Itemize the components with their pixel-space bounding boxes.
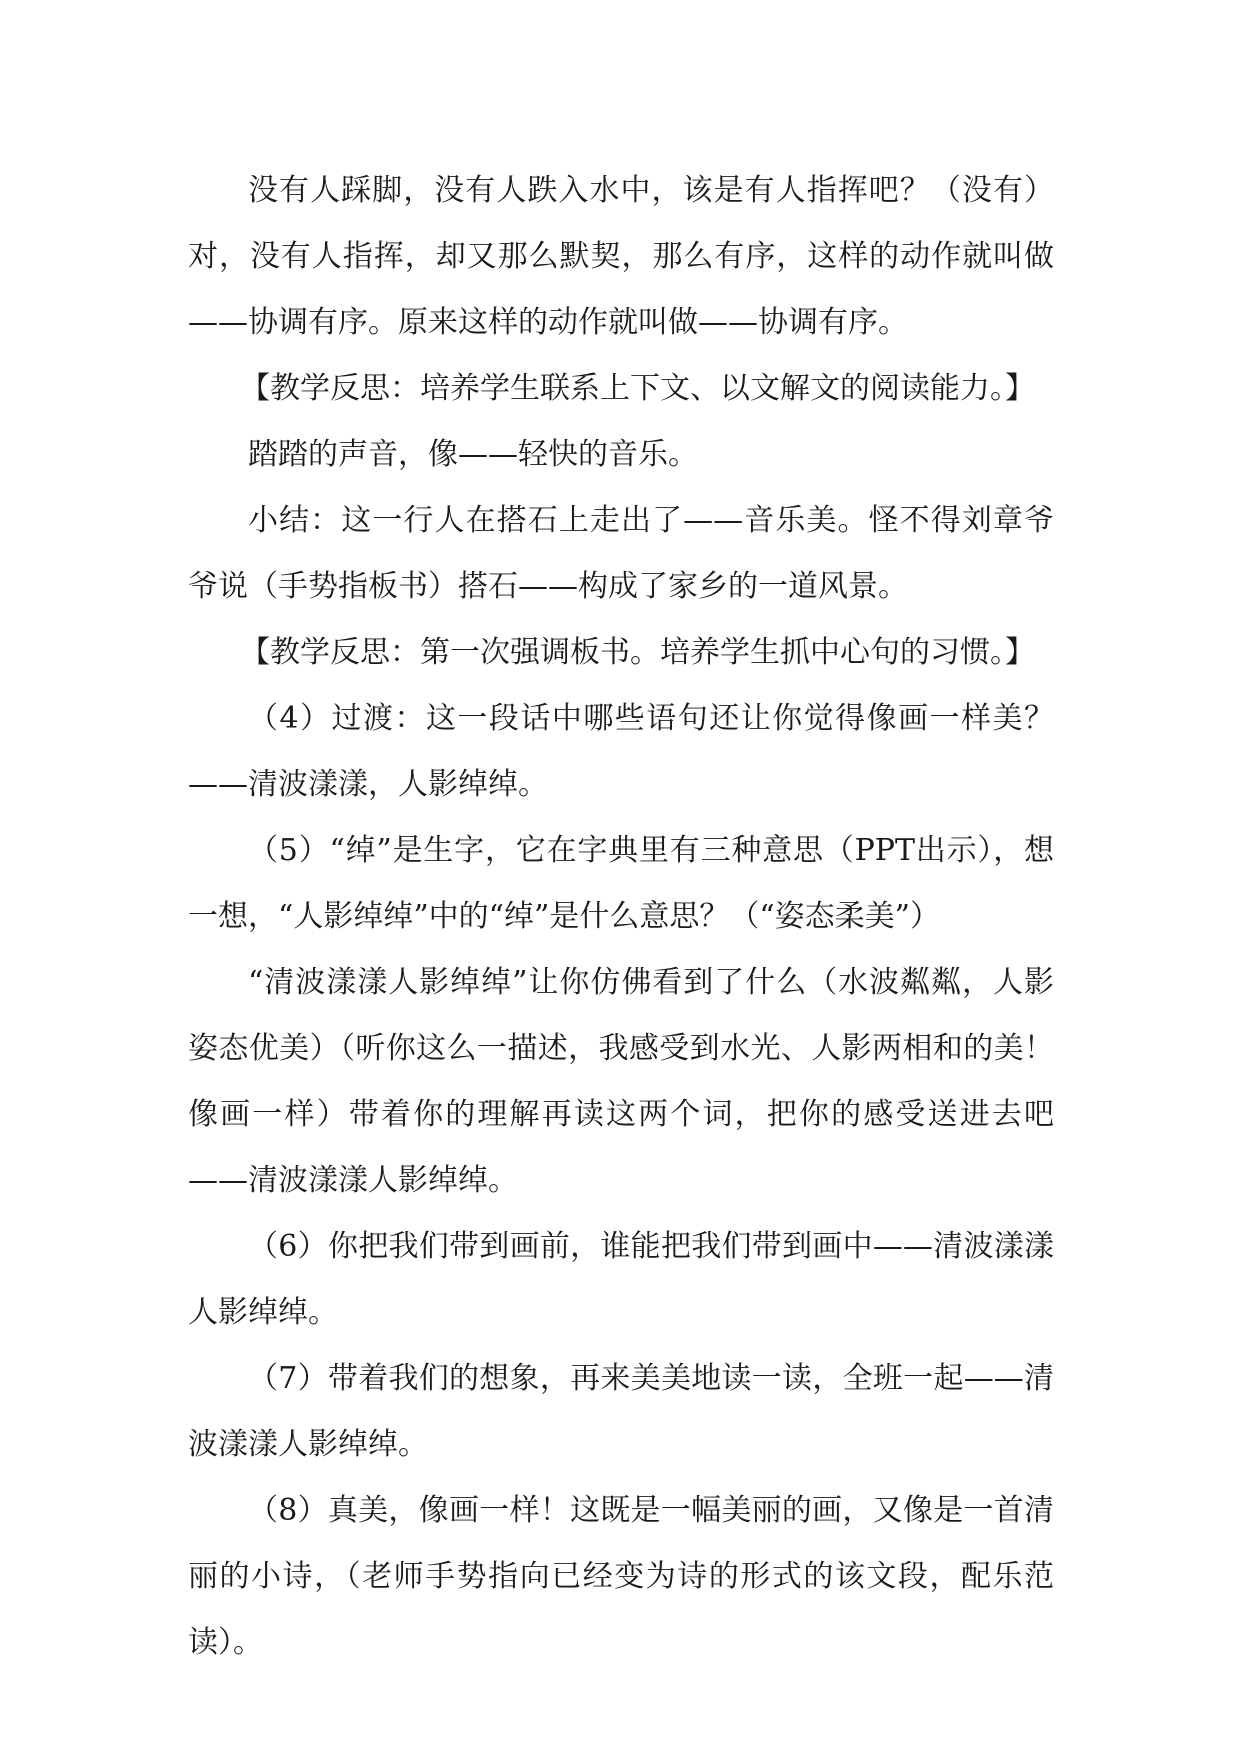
paragraph-imagery: “清波漾漾人影绰绰”让你仿佛看到了什么（水波粼粼，人影姿态优美）（听你这么一描述，我感受到水光、人影两相和的美！像画一样）带着你的理解再读这两个词，把你的感受送进去吧——清波漾漾人影绰绰。 bbox=[188, 965, 1054, 1198]
teaching-reflection-1: 【教学反思：培养学生联系上下文、以文解文的阅读能力。】 bbox=[240, 371, 1035, 406]
paragraph-step-8: （8）真美，像画一样！这既是一幅美丽的画，又像是一首清丽的小诗，（老师手势指向已经变为诗的形式的该文段，配乐范读）。 bbox=[188, 1493, 1054, 1660]
paragraph-sound: 踏踏的声音，像——轻快的音乐。 bbox=[248, 437, 698, 472]
document-body bbox=[188, 158, 1054, 1676]
paragraph-intro: 没有人踩脚，没有人跌入水中，该是有人指挥吧？（没有）对，没有人指挥，却又那么默契，那么有序，这样的动作就叫做——协调有序。原来这样的动作就叫做——协调有序。 bbox=[188, 173, 1054, 340]
paragraph-summary: 小结：这一行人在搭石上走出了——音乐美。怪不得刘章爷爷说（手势指板书）搭石——构成了家乡的一道风景。 bbox=[188, 503, 1054, 604]
paragraph-step-7: （7）带着我们的想象，再来美美地读一读，全班一起——清波漾漾人影绰绰。 bbox=[188, 1361, 1054, 1462]
paragraph-step-6: （6）你把我们带到画前，谁能把我们带到画中——清波漾漾人影绰绰。 bbox=[188, 1229, 1054, 1330]
paragraph-step-5: （5）“绰”是生字，它在字典里有三种意思（PPT出示），想一想，“人影绰绰”中的“绰”是什么意思？（“姿态柔美”） bbox=[188, 833, 1054, 934]
paragraph-step-4: （4）过渡：这一段话中哪些语句还让你觉得像画一样美？——清波漾漾，人影绰绰。 bbox=[188, 701, 1054, 802]
teaching-reflection-2: 【教学反思：第一次强调板书。培养学生抓中心句的习惯。】 bbox=[240, 635, 1035, 670]
